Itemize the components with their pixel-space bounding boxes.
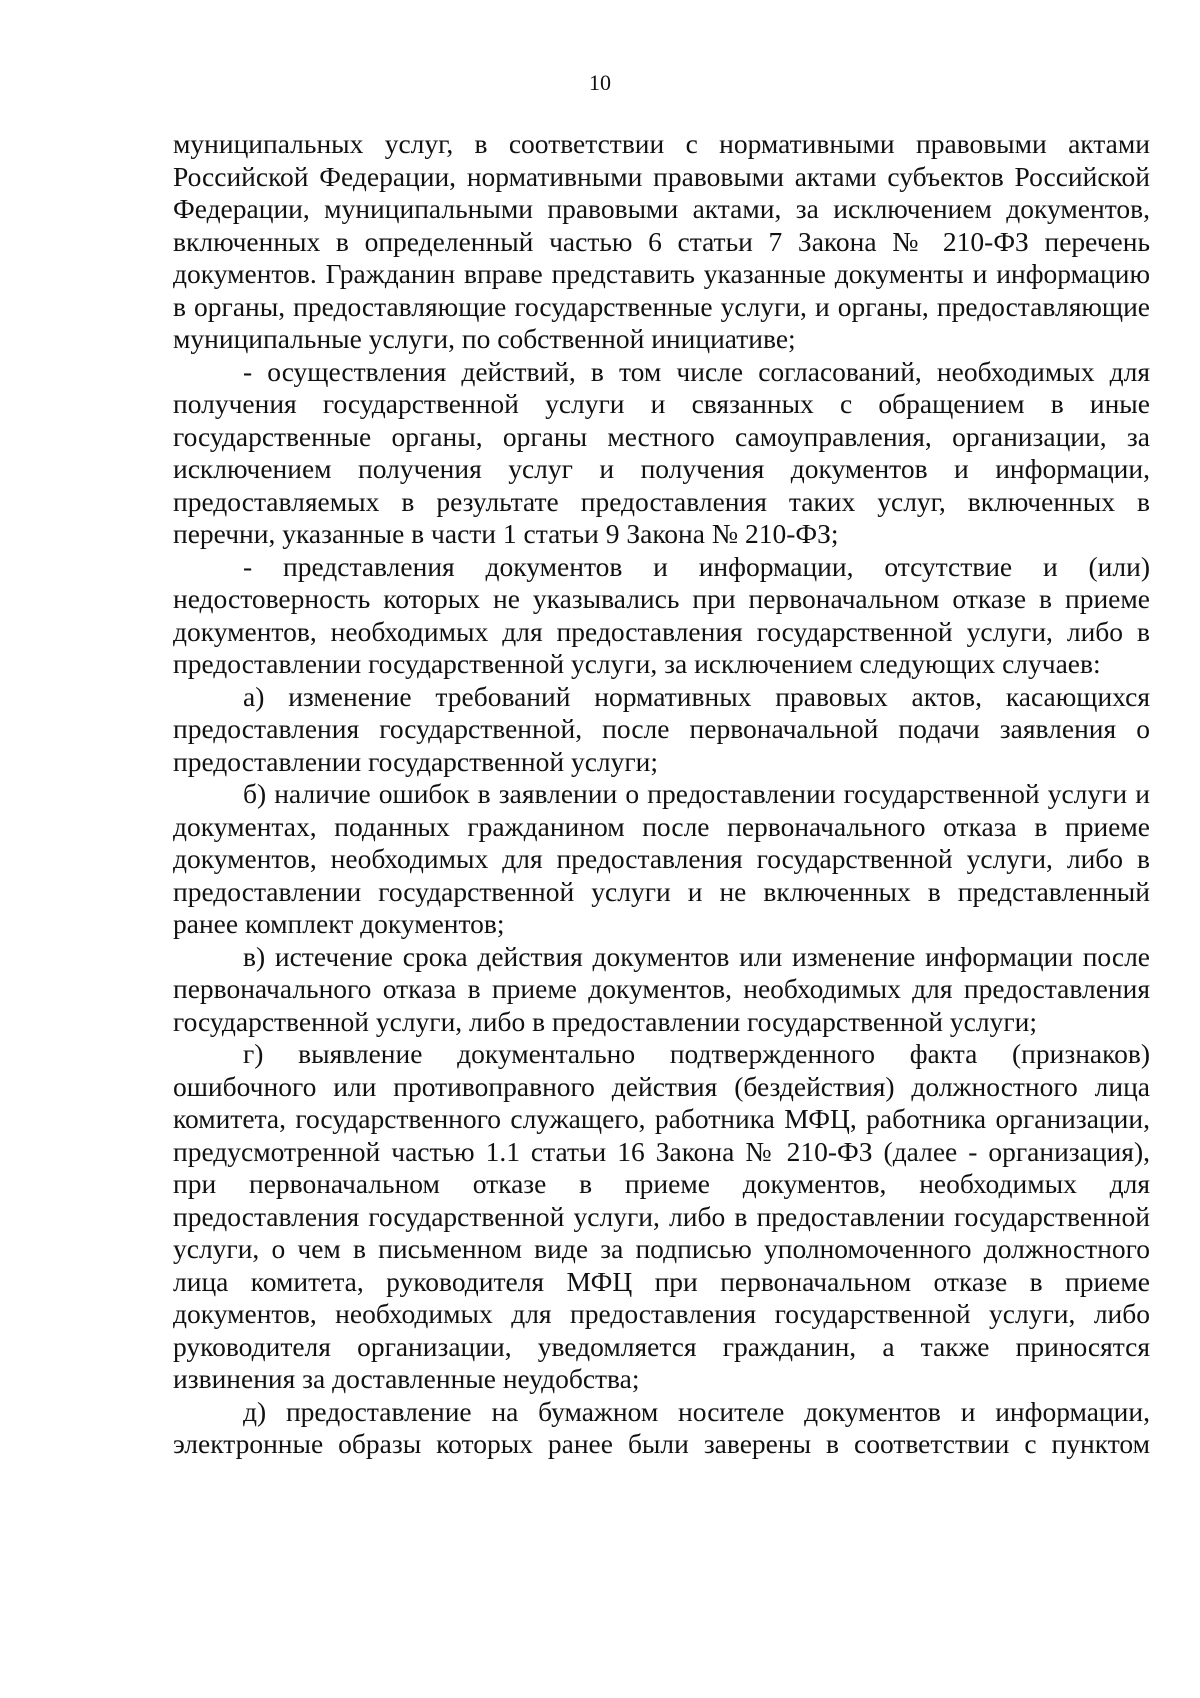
document-body [173, 128, 1150, 1461]
paragraph-documents: - представления документов и информации, отсутствие и (или) недостоверность которых не указывались при первоначальном отказе в приеме документов, необходимых для предоставления государственной услуги, либо в предоставлении государственной услуги, за исключением следующих случаев: [173, 550, 1150, 679]
paragraph-case-v: в) истечение срока действия документов или изменение информации после первоначального отказа в приеме документов, необходимых для предоставления государственной услуги, либо в предоставлении государственной услуги; [173, 940, 1150, 1037]
paragraph-case-g: г) выявление документально подтвержденного факта (признаков) ошибочного или противоправного действия (бездействия) должностного лица комитета, государственного служащего, работника МФЦ, работника организации, предусмотренной частью 1.1 статьи 16 Закона № 210-ФЗ (далее - организация), при первоначальном отказе в приеме документов, необходимых для предоставления государственной услуги, либо в предоставлении государственной услуги, о чем в письменном виде за подписью уполномоченного должностного лица комитета, руководителя МФЦ при первоначальном отказе в приеме документов, необходимых для предоставления государственной услуги, либо руководителя организации, уведомляется гражданин, а также приносятся извинения за доставленные неудобства; [173, 1038, 1150, 1394]
paragraph-actions: - осуществления действий, в том числе согласований, необходимых для получения государственной услуги и связанных с обращением в иные государственные органы, органы местного самоуправления, организации, за исключением получения услуг и получения документов и информации, предоставляемых в результате предоставления таких услуг, включенных в перечни, указанные в части 1 статьи 9 Закона № 210-ФЗ; [173, 355, 1150, 549]
paragraph-continuation: муниципальных услуг, в соответствии с нормативными правовыми актами Российской Федерации, нормативными правовыми актами субъектов Российской Федерации, муниципальными правовыми актами, за исключением документов, включенных в определенный частью 6 статьи 7 Закона № 210-ФЗ перечень документов. Гражданин вправе представить указанные документы и информацию в органы, предоставляющие государственные услуги, и органы, предоставляющие муниципальные услуги, по собственной инициативе; [173, 128, 1150, 354]
paragraph-case-a: а) изменение требований нормативных правовых актов, касающихся предоставления государственной, после первоначальной подачи заявления о предоставлении государственной услуги; [173, 680, 1150, 777]
paragraph-case-d: д) предоставление на бумажном носителе документов и информации, электронные образы которых ранее были заверены в соответствии с пунктом [173, 1395, 1150, 1459]
page-number: 10 [589, 70, 611, 95]
paragraph-case-b: б) наличие ошибок в заявлении о предоставлении государственной услуги и документах, поданных гражданином после первоначального отказа в приеме документов, необходимых для предоставления государственной услуги, либо в предоставлении государственной услуги и не включенных в представленный ранее комплект документов; [173, 778, 1150, 939]
